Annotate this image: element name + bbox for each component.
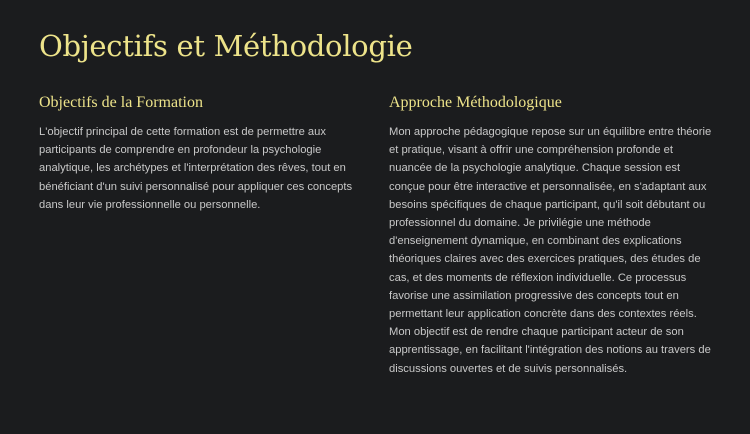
- methodology-heading: Approche Méthodologique: [389, 94, 562, 111]
- objectives-heading: Objectifs de la Formation: [39, 94, 203, 111]
- methodology-section: [389, 93, 719, 378]
- objectives-section: [39, 93, 374, 214]
- objectives-text: L'objectif principal de cette formation est de permettre aux participants de comprendre en profondeur la psychologie analytique, les archétypes et l'interprétation des rêves, tout en bénéficiant d'un suivi personnalisé pour appliquer ces concepts dans leur vie professionnelle ou personnelle.: [39, 126, 353, 211]
- page-title: Objectifs et Méthodologie: [39, 29, 413, 63]
- methodology-text: Mon approche pédagogique repose sur un équilibre entre théorie et pratique, visant à offrir une compréhension profonde et nuancée de la psychologie analytique. Chaque session est conçue pour être interactive et personnalisée, en s'adaptant aux besoins spécifiques de chaque participant, qu'il soit débutant ou professionnel du domaine. Je privilégie une méthode d'enseignement dynamique, en combinant des explications théoriques claires avec des exercices pratiques, des études de cas, et des moments de réflexion individuelle. Ce processus favorise une assimilation progressive des concepts tout en permettant leur application concrète dans des contextes réels. Mon objectif est de rendre chaque participant acteur de son apprentissage, en facilitant l'intégration des notions au travers de discussions ouvertes et de suivis personnalisés.: [389, 126, 712, 375]
